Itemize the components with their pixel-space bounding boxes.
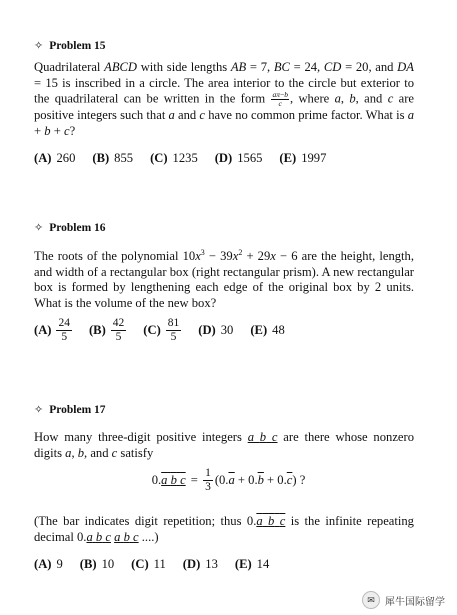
problem-17-choices [34,557,286,572]
choice-a[interactable]: (A) $\frac{24}{5}$ [34,317,70,343]
problem-17-note: (The bar indicates digit repetition; thus 0.a b c is the infinite repeating decimal 0.a b c a b c ....) [34,514,414,544]
choice-e[interactable]: (E) 1997 [279,151,327,165]
problem-15-choices [34,151,343,166]
four-point-star-icon: ✧ [34,222,44,234]
watermark-text: 犀牛国际留学 [385,596,445,608]
choice-b[interactable]: (B) 855 [92,151,134,165]
choice-e[interactable]: (E) 48 [250,323,285,337]
choice-c[interactable]: (C) 11 [131,557,166,571]
choice-a[interactable]: (A) 9 [34,557,63,571]
watermark [362,591,445,609]
problem-16-choices [34,317,302,344]
choice-b[interactable]: (B) 10 [79,557,115,571]
wechat-logo-icon: ✉ [362,591,380,609]
four-point-star-icon: ✧ [34,40,44,52]
problem-15-text: Quadrilateral ABCD with side lengths AB = 7, BC = 24, CD = 20, and DA = 15 is inscribed in a circle. The area interior to the circle but exterior to the quadrilateral can be written in the form $\frac{a\pi-b}{c}$ , where a, b, and c are positive integers such that a and c have no common prime factor. What is a + b + c? [34,60,415,138]
choice-d[interactable]: (D) 13 [182,557,218,571]
problem-15-title: Problem 15 [49,39,106,52]
repeating-decimal-equation: 0.a b c = $\frac{1}{3}$ $(0.\overline{a} + 0.\overline{b} + 0.\overline{c})$ ? [151,467,306,493]
problem-17-heading [34,403,106,416]
choice-a[interactable]: (A) 260 [34,151,76,165]
problem-15-heading [34,39,106,52]
problem-16-heading [34,221,106,234]
choice-c[interactable]: (C) $\frac{81}{5}$ [143,317,180,343]
four-point-star-icon: ✧ [34,404,44,416]
choice-d[interactable]: (D) 30 [198,323,234,337]
problem-17-title: Problem 17 [49,403,106,416]
problem-17-text: How many three-digit positive integers a b c are there whose nonzero digits a, b, and c satisfy [34,430,414,460]
problem-16-text: The roots of the polynomial $10x^3 - 39x^2 + 29x - 6$ are the height, length, and width of a rectangular box (right rectangular prism). A new rectangular box is formed by lengthening each edge of the original box by 2 units. What is the volume of the new box? [34,248,414,310]
choice-e[interactable]: (E) 14 [234,557,270,571]
problem-16-title: Problem 16 [49,221,106,234]
choice-d[interactable]: (D) 1565 [214,151,263,165]
choice-c[interactable]: (C) 1235 [150,151,198,165]
choice-b[interactable]: (B) $\frac{42}{5}$ [88,317,125,343]
